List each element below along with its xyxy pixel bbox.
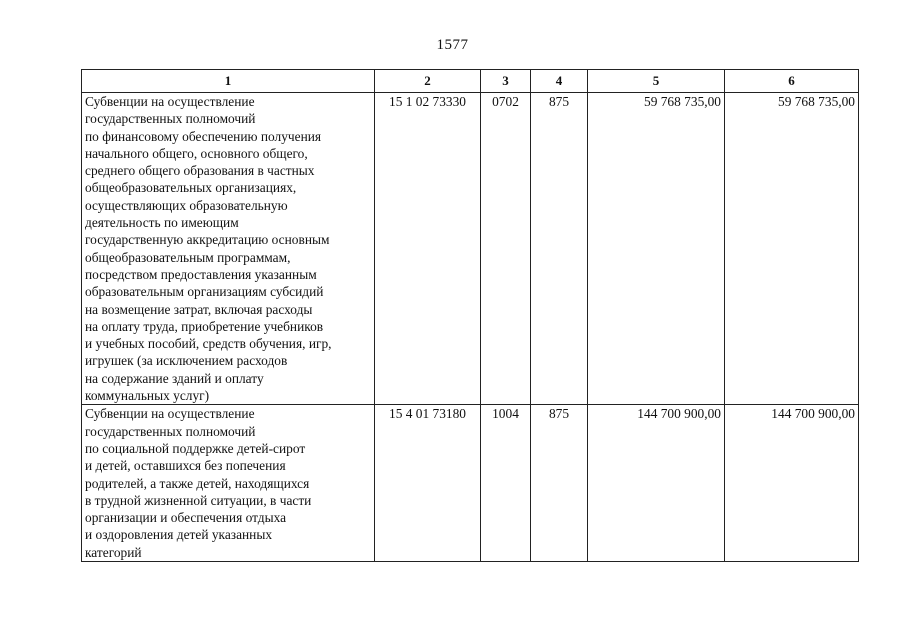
description-line: и учебных пособий, средств обучения, игр,	[85, 336, 332, 352]
description-line: начального общего, основного общего,	[85, 145, 308, 161]
row-description	[82, 93, 375, 405]
description-line: на возмещение затрат, включая расходы	[85, 301, 313, 317]
description-line: в трудной жизненной ситуации, в части	[85, 492, 312, 508]
column-header-6: 6	[725, 70, 859, 93]
row-amount-2: 59 768 735,00	[725, 93, 859, 405]
description-line: по социальной поддержке детей-сирот	[85, 440, 306, 456]
description-line: на содержание зданий и оплату	[85, 370, 264, 386]
row-section-code: 0702	[481, 93, 531, 405]
page-number: 1577	[436, 37, 469, 53]
description-line: по финансовому обеспечению получения	[85, 128, 322, 144]
row-expense-type: 875	[531, 405, 588, 562]
description-line: осуществляющих образовательную	[85, 197, 288, 213]
row-description	[82, 405, 375, 562]
description-line: игрушек (за исключением расходов	[85, 353, 288, 369]
description-line: деятельность по имеющим	[85, 215, 239, 231]
description-line: на оплату труда, приобретение учебников	[85, 318, 324, 334]
description-line: общеобразовательных организациях,	[85, 180, 297, 196]
row-section-code: 1004	[481, 405, 531, 562]
description-line: образовательным организациям субсидий	[85, 284, 324, 300]
column-header-3: 3	[481, 70, 531, 93]
row-target-code: 15 1 02 73330	[375, 93, 481, 405]
description-line: среднего общего образования в частных	[85, 163, 315, 179]
column-header-1: 1	[82, 70, 375, 93]
column-header-4: 4	[531, 70, 588, 93]
row-amount-1: 59 768 735,00	[588, 93, 725, 405]
description-line: государственных полномочий	[85, 111, 256, 127]
description-line: общеобразовательным программам,	[85, 249, 291, 265]
description-line: и детей, оставшихся без попечения	[85, 458, 286, 474]
description-line: организации и обеспечения отдыха	[85, 510, 287, 526]
description-line: посредством предоставления указанным	[85, 266, 317, 282]
description-line: родителей, а также детей, находящихся	[85, 475, 310, 491]
row-expense-type: 875	[531, 93, 588, 405]
description-line: государственных полномочий	[85, 423, 256, 439]
column-header-2: 2	[375, 70, 481, 93]
table-header-row	[82, 70, 859, 93]
table-row	[82, 405, 859, 562]
description-line: и оздоровления детей указанных	[85, 527, 273, 543]
description-line: государственную аккредитацию основным	[85, 232, 330, 248]
description-line: Субвенции на осуществление	[85, 94, 255, 109]
row-amount-1: 144 700 900,00	[588, 405, 725, 562]
description-line: коммунальных услуг)	[85, 388, 210, 404]
column-header-5: 5	[588, 70, 725, 93]
budget-table	[81, 69, 859, 562]
table-row	[82, 93, 859, 405]
row-target-code: 15 4 01 73180	[375, 405, 481, 562]
row-amount-2: 144 700 900,00	[725, 405, 859, 562]
description-line: категорий	[85, 544, 142, 560]
description-line: Субвенции на осуществление	[85, 406, 255, 422]
